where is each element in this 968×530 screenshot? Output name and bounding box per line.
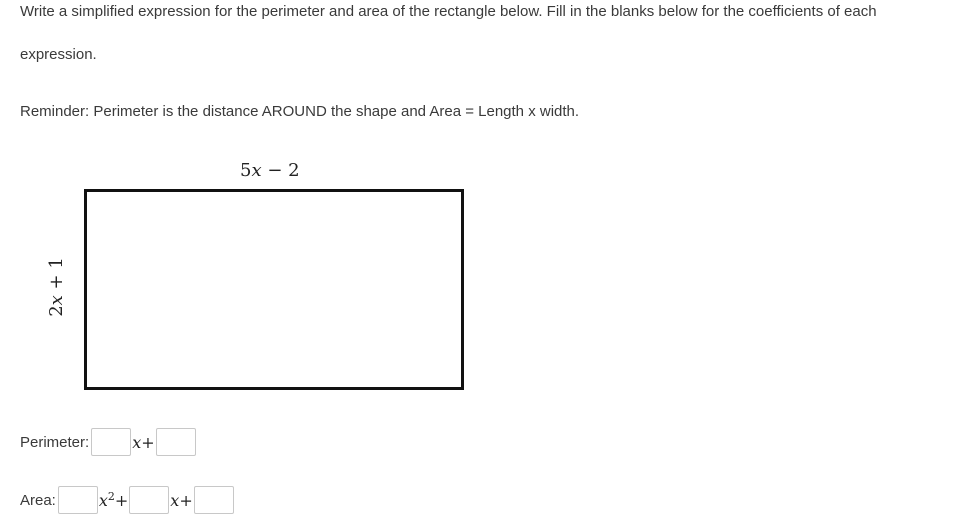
area-x-squared-term: [99, 490, 128, 510]
perimeter-x-coefficient-input[interactable]: [91, 428, 131, 456]
area-exponent: 2: [107, 490, 115, 503]
length-coef: 5: [240, 160, 252, 181]
perimeter-x-term: [132, 433, 154, 452]
area-label: Area:: [20, 491, 56, 509]
area-row: [20, 485, 234, 515]
area-constant-input[interactable]: [194, 486, 234, 514]
area-plus-1: +: [114, 491, 129, 510]
area-plus-2: +: [179, 490, 193, 510]
instruction-line-2: expression.: [20, 46, 97, 63]
width-rest: + 1: [46, 257, 67, 296]
rectangle-figure: [84, 189, 464, 390]
reminder-text: Reminder: Perimeter is the distance AROUND the shape and Area = Length x width.: [20, 103, 580, 120]
instruction-line-1: Write a simplified expression for the perimeter and area of the rectangle below. Fill in the blanks below for the coefficients of each: [20, 3, 877, 20]
perimeter-plus: +: [141, 432, 155, 452]
length-label: [240, 160, 300, 182]
perimeter-var: x: [132, 432, 142, 452]
width-coef: 2: [46, 305, 67, 317]
length-rest: − 2: [261, 160, 300, 181]
area-var-2: x: [170, 490, 180, 510]
area-x-squared-coefficient-input[interactable]: [58, 486, 98, 514]
area-var: x: [98, 491, 108, 510]
area-x-coefficient-input[interactable]: [129, 486, 169, 514]
width-var: x: [46, 295, 67, 306]
perimeter-row: [20, 427, 196, 457]
width-label: [46, 257, 68, 317]
perimeter-label: Perimeter:: [20, 433, 90, 451]
length-var: x: [251, 160, 262, 181]
area-x-term: [170, 491, 192, 510]
perimeter-constant-input[interactable]: [156, 428, 196, 456]
